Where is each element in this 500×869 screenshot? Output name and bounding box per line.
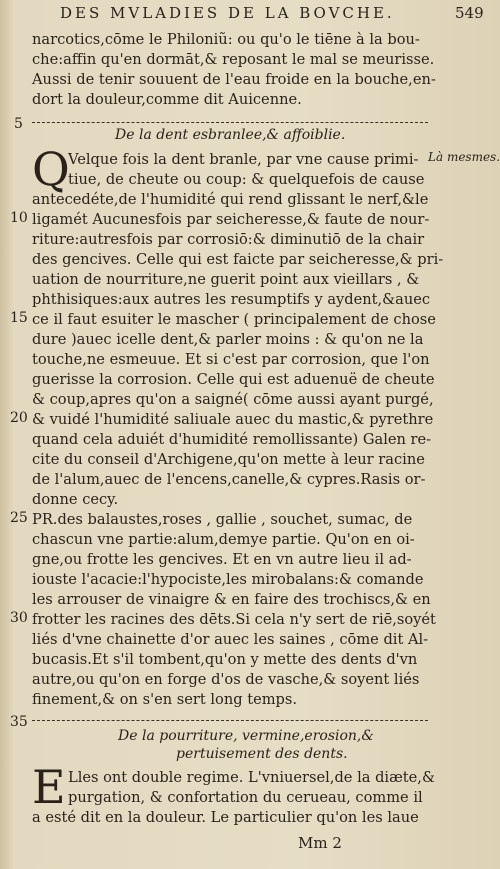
section-heading: pertuisement des dents. [176, 746, 348, 762]
section-heading: De la pourriture, vermine,erosion,& [118, 728, 374, 744]
text-line: guerisse la corrosion. Celle qui est aduenuë de cheute [32, 371, 435, 388]
text-line: & vuidé l'humidité saliuale auec du mastic,& pyrethre [32, 411, 434, 428]
text-line: che:affin qu'en dormāt,& reposant le mal se meurisse. [32, 51, 435, 68]
text-line: donne cecy. [32, 491, 119, 508]
margin-note: Là mesmes. [428, 150, 500, 164]
text-line: cite du conseil d'Archigene,qu'on mette à leur racine [32, 451, 425, 468]
text-line: dure )auec icelle dent,& parler moins : & qu'on ne la [32, 331, 424, 348]
text-line: autre,ou qu'on en forge d'os de vasche,& soyent liés [32, 671, 420, 688]
drop-cap: Q [32, 142, 70, 196]
text-line: touche,ne esmeuue. Et si c'est par corrosion, que l'on [32, 351, 430, 368]
line-number: 5 [14, 116, 23, 132]
line-number: 20 [10, 410, 28, 426]
text-line: uation de nourriture,ne guerit point aux vieillars , & [32, 271, 420, 288]
text-line: PR.des balaustes,roses , gallie , souchet, sumac, de [32, 511, 413, 528]
running-header: DES MVLADIES DE LA BOVCHE. [60, 4, 395, 22]
text-line: des gencives. Celle qui est faicte par seicheresse,& pri- [32, 251, 444, 268]
line-number: 30 [10, 610, 28, 626]
text-line: ce il faut esuiter le mascher ( principalement de chose [32, 311, 436, 328]
text-line: narcotics,cōme le Philoniũ: ou qu'o le tiēne à la bou- [32, 31, 420, 48]
line-number: 15 [10, 310, 28, 326]
line-number: 10 [10, 210, 28, 226]
section-rule [32, 122, 428, 123]
text-line: iouste l'acacie:l'hypociste,les mirobalans:& comande [32, 571, 424, 588]
text-line: Lles ont double regime. L'vniuersel,de la diæte,& [68, 769, 435, 786]
text-line: ligamét Aucunesfois par seicheresse,& faute de nour- [32, 211, 430, 228]
text-line: quand cela aduiét d'humidité remollissante) Galen re- [32, 431, 432, 448]
section-rule [32, 720, 428, 721]
text-line: Aussi de tenir souuent de l'eau froide en la bouche,en- [32, 71, 436, 88]
text-line: chascun vne partie:alum,demye partie. Qu'on en oi- [32, 531, 415, 548]
text-line: dort la douleur,comme dit Auicenne. [32, 91, 302, 108]
text-line: finement,& on s'en sert long temps. [32, 691, 298, 708]
text-line: frotter les racines des dēts.Si cela n'y sert de riē,soyét [32, 611, 436, 628]
drop-cap: E [32, 760, 66, 814]
text-line: liés d'vne chainette d'or auec les saines , cōme dit Al- [32, 631, 429, 648]
text-line: les arrouser de vinaigre & en faire des trochiscs,& en [32, 591, 431, 608]
text-line: gne,ou frotte les gencives. Et en vn autre lieu il ad- [32, 551, 412, 568]
text-line: riture:autresfois par corrosiō:& diminutiō de la chair [32, 231, 425, 248]
text-line: antecedéte,de l'humidité qui rend glissant le nerf,&le [32, 191, 429, 208]
catchword: Mm 2 [298, 834, 342, 852]
text-line: bucasis.Et s'il tombent,qu'on y mette des dents d'vn [32, 651, 418, 668]
text-line: de l'alum,auec de l'encens,canelle,& cypres.Rasis or- [32, 471, 426, 488]
line-number: 25 [10, 510, 28, 526]
line-number: 35 [10, 714, 28, 730]
text-line: & coup,apres qu'on a saigné( cōme aussi ayant purgé, [32, 391, 434, 408]
page-number: 549 [455, 4, 484, 22]
text-line: purgation, & confortation du cerueau, comme il [68, 789, 423, 806]
text-line: a esté dit en la douleur. Le particulier qu'on les laue [32, 809, 419, 826]
text-line: Velque fois la dent branle, par vne cause primi- [68, 151, 419, 168]
text-line: phthisiques:aux autres les resumptifs y aydent,&auec [32, 291, 431, 308]
section-heading: De la dent esbranlee,& affoiblie. [115, 127, 346, 143]
text-line: tiue, de cheute ou coup: & quelquefois de cause [68, 171, 425, 188]
